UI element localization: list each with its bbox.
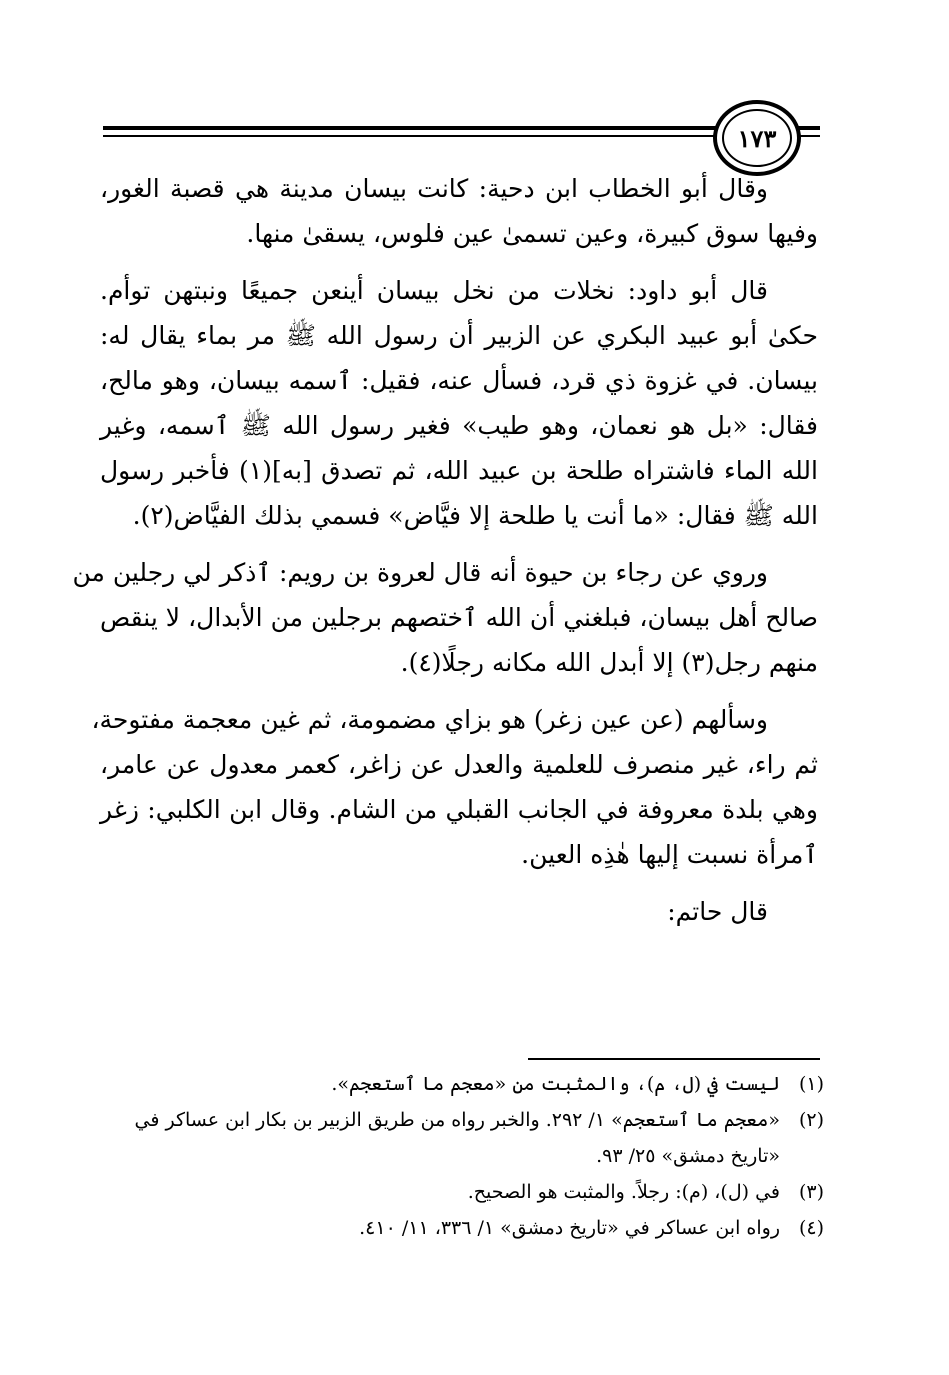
text-line: وفيها سوق كبيرة، وعين تسمىٰ عين فلوس، يسقىٰ منها. — [246, 219, 818, 248]
footnote-text: رواه ابن عساكر في «تاريخ دمشق» ١/ ٣٣٦، ١١/ ٤١٠. — [359, 1217, 780, 1239]
page-header — [0, 0, 949, 170]
footnote-text: في (ل)، (م): رجلاً. والمثبت هو الصحيح. — [467, 1181, 780, 1203]
paragraph — [100, 268, 818, 538]
text-line: حكىٰ أبو عبيد البكري عن الزبير أن رسول الله ﷺ مر بماء يقال له: — [100, 321, 818, 350]
text-line: وهي بلدة معروفة في الجانب القبلي من الشام. وقال ابن الكلبي: زغر — [100, 795, 818, 824]
text-line: ٱمرأة نسبت إليها هٰذِه العين. — [521, 840, 818, 869]
footnote-continuation: «تاريخ دمشق» ٢٥/ ٩٣. — [596, 1145, 780, 1167]
header-rule-top — [103, 126, 719, 130]
footnote-separator — [528, 1058, 820, 1060]
text-line: وقال أبو الخطاب ابن دحية: كانت بيسان مدينة هي قصبة الغور، — [100, 174, 768, 203]
text-line: صالح أهل بيسان، فبلغني أن الله ٱختصهم برجلين من الأبدال، لا ينقص — [100, 603, 818, 632]
text-line: منهم رجل(٣) إلا أبدل الله مكانه رجلًا(٤). — [400, 648, 818, 677]
text-line: قال أبو داود: نخلات من نخل بيسان أينعن جميعًا ونبتهن توأم. — [100, 276, 768, 305]
text-line: ثم راء، غير منصرف للعلمية والعدل عن زاغر، كعمر معدول عن عامر، — [100, 750, 818, 779]
footnote-text: ليست في (ل، م)، والمثبت من «معجم ما ٱستعجم». — [331, 1073, 780, 1095]
text-line: وسألهم (عن عين زغر) هو بزاي مضمومة، ثم غين معجمة مفتوحة، — [91, 705, 768, 734]
footnote-text: «معجم ما ٱستعجم» ١/ ٢٩٢. والخبر رواه من طريق الزبير بن بكار ابن عساكر في — [134, 1109, 780, 1131]
footnote — [100, 1066, 824, 1102]
page-number-badge — [713, 100, 801, 176]
header-rule-bottom — [103, 135, 719, 137]
paragraph — [91, 697, 818, 877]
footnote — [100, 1210, 824, 1246]
text-line: وروي عن رجاء بن حيوة أنه قال لعروة بن رويم: ٱذكر لي رجلين من — [72, 558, 768, 587]
footnote — [100, 1102, 824, 1138]
paragraph — [100, 889, 818, 934]
footnote-number: (٣) — [798, 1181, 824, 1203]
footnote-number: (٤) — [798, 1217, 824, 1239]
text-line: فقال: «بل هو نعمان، وهو طيب» فغير رسول الله ﷺ ٱسمه، وغير — [100, 411, 818, 440]
text-line: بيسان. في غزوة ذي قرد، فسأل عنه، فقيل: ٱسمه بيسان، وهو مالح، — [100, 366, 818, 395]
text-line: قال حاتم: — [667, 897, 768, 926]
footnote-number: (١) — [798, 1073, 824, 1095]
paragraph — [72, 550, 818, 685]
page-number: ١٧٣ — [722, 109, 792, 167]
footnote — [100, 1174, 824, 1210]
text-line: الله الماء فاشتراه طلحة بن عبيد الله، ثم تصدق [به](١) فأخبر رسول — [100, 456, 818, 485]
main-text — [72, 166, 818, 946]
footnote-number: (٢) — [798, 1109, 824, 1131]
footnotes — [100, 1066, 824, 1246]
paragraph — [100, 166, 818, 256]
text-line: الله ﷺ فقال: «ما أنت يا طلحة إلا فيَّاض» فسمي بذلك الفيَّاض(٢). — [132, 501, 818, 530]
